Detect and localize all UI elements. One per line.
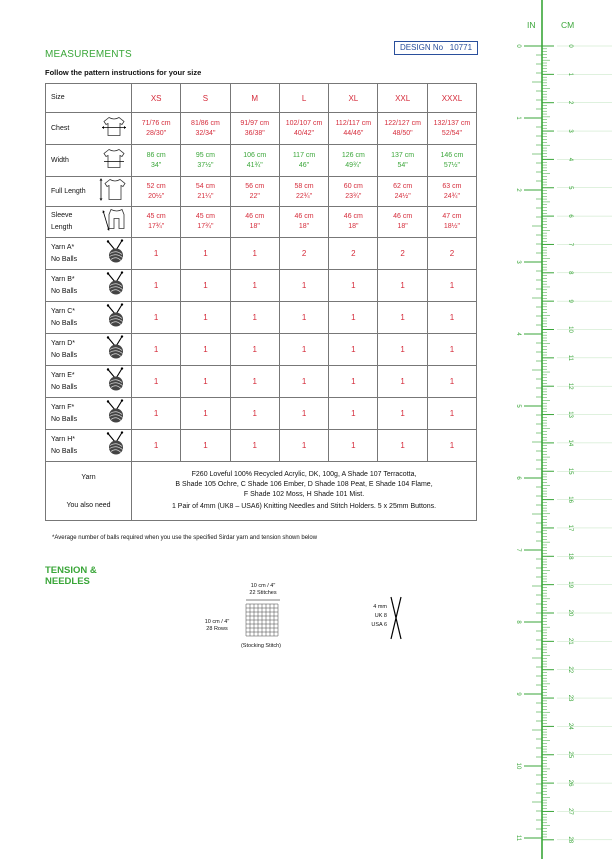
- needle-size-mm: 4 mm: [373, 604, 387, 610]
- cm-tick-label: 12: [567, 382, 573, 390]
- yarn-label-line: No Balls: [51, 287, 78, 295]
- tension-stitch-count: 22 Stitches: [249, 589, 277, 596]
- yarn-label: [46, 398, 132, 430]
- cm-tick-label: 0: [567, 44, 573, 48]
- measurement-cm: 63 cm: [442, 182, 462, 190]
- measurement-label-line: Chest: [51, 124, 70, 132]
- size-header-cell: XL: [329, 84, 378, 113]
- measurement-cm: 137 cm: [391, 151, 415, 159]
- measurement-cell: [427, 207, 476, 238]
- measurement-cell: [329, 177, 378, 207]
- measurement-inch: 23¾": [345, 192, 362, 200]
- inch-tick-label: 5: [515, 404, 521, 408]
- yarn-spec-line: F260 Loveful 100% Recycled Acrylic, DK, 100g, A Shade 107 Terracotta,: [191, 471, 417, 478]
- design-number-box: [394, 41, 478, 55]
- you-also-need-label: You also need: [66, 501, 111, 509]
- cm-tick-label: 14: [567, 439, 573, 447]
- measurement-cm: 47 cm: [442, 213, 462, 220]
- ball-count-cell: 1: [132, 334, 181, 366]
- size-header-cell: S: [181, 84, 230, 113]
- yarn-row: [46, 238, 477, 270]
- measurement-cm: 146 cm: [440, 151, 464, 159]
- ball-count-cell: 1: [230, 398, 279, 430]
- ball-count-cell: 1: [132, 430, 181, 462]
- measurement-inch: 54": [397, 161, 408, 169]
- tension-stitch-type: (Stocking Stitch): [240, 643, 282, 649]
- measurement-cm: 117 cm: [292, 151, 316, 159]
- tension-stitch-width: 10 cm / 4": [250, 583, 276, 589]
- inch-tick-label: 10: [515, 762, 521, 770]
- measurement-cm: 81/86 cm: [191, 119, 220, 127]
- measurement-cm: 86 cm: [146, 151, 166, 159]
- measurement-cell: [279, 207, 328, 238]
- measurement-cm: 62 cm: [393, 182, 413, 190]
- yarn-spec-line: F Shade 102 Moss, H Shade 101 Mist.: [243, 491, 365, 498]
- ball-count-cell: 1: [132, 398, 181, 430]
- ball-count-cell: 1: [378, 334, 427, 366]
- ball-count-cell: 1: [132, 302, 181, 334]
- measurement-cm: 95 cm: [195, 151, 215, 159]
- measurement-cm: 46 cm: [393, 213, 413, 220]
- cm-tick-label: 24: [567, 723, 573, 730]
- size-header-cell: XXL: [378, 84, 427, 113]
- measurement-inch: 57½": [443, 161, 460, 169]
- ball-count-cell: 1: [279, 366, 328, 398]
- measurement-inch: 37½": [197, 161, 214, 169]
- yarn-label-line: No Balls: [51, 351, 78, 359]
- cm-tick-label: 8: [567, 271, 573, 275]
- measurement-cm: 112/117 cm: [335, 119, 372, 127]
- measurement-inch: 49¾": [345, 161, 362, 169]
- yarn-details-text-cell: [132, 462, 477, 521]
- yarn-label-line: Yarn E*: [51, 371, 75, 379]
- measurement-cell: [427, 113, 476, 145]
- measurement-cell: [132, 145, 181, 177]
- inch-tick-label: 2: [515, 188, 521, 192]
- measurement-cm: 54 cm: [195, 182, 215, 190]
- measurement-cm: 46 cm: [294, 213, 314, 220]
- cm-tick-label: 20: [567, 609, 573, 617]
- measurement-inch: 18": [348, 223, 359, 230]
- you-also-need-text: 1 Pair of 4mm (UK8 – USA6) Knitting Needles and Stitch Holders. 5 x 25mm Buttons.: [171, 503, 437, 510]
- ball-count-cell: 1: [279, 302, 328, 334]
- yarn-label-line: Yarn C*: [51, 307, 75, 315]
- ball-count-cell: 1: [181, 430, 230, 462]
- cm-tick-label: 16: [567, 496, 573, 503]
- measurement-cell: [230, 207, 279, 238]
- measurement-inch: 17¾": [197, 223, 214, 230]
- ball-count-cell: 2: [378, 238, 427, 270]
- measurement-cm: 91/97 cm: [240, 119, 270, 127]
- measurement-cell: [329, 207, 378, 238]
- measurement-cell: [230, 177, 279, 207]
- tension-grid-icon: [242, 598, 284, 640]
- footnote: *Average number of balls required when you use the specified Sirdar yarn and tension shown below: [52, 535, 318, 541]
- yarn-label-line: Yarn H*: [51, 435, 75, 443]
- yarn-label: [46, 334, 132, 366]
- cm-scale-label: CM: [561, 20, 575, 30]
- measurement-inch: 20½": [148, 192, 165, 200]
- sleeve-icon: [97, 207, 127, 238]
- measurement-inch: 18": [397, 223, 408, 230]
- yarn-label-line: No Balls: [51, 447, 78, 455]
- ball-count-cell: 1: [329, 302, 378, 334]
- measurement-inch: 18": [298, 223, 310, 230]
- ball-count-cell: 1: [181, 366, 230, 398]
- inch-scale-label: IN: [527, 20, 536, 30]
- yarn-ball-icon: [105, 271, 127, 300]
- tension-row-count: 28 Rows: [206, 625, 228, 632]
- yarn-ball-icon: [105, 335, 127, 364]
- yarn-ball-icon: [105, 239, 127, 268]
- cm-tick-label: 6: [567, 214, 573, 218]
- measurement-inch: 44/46": [343, 129, 364, 137]
- ball-count-cell: 1: [378, 430, 427, 462]
- measurement-cell: [132, 177, 181, 207]
- ball-count-cell: 1: [230, 430, 279, 462]
- measurement-cm: 106 cm: [243, 151, 267, 159]
- yarn-label-line: Yarn F*: [51, 403, 75, 411]
- measurement-cell: [378, 145, 427, 177]
- yarn-label-line: Yarn D*: [51, 339, 75, 347]
- ball-count-cell: 2: [279, 238, 328, 270]
- measurement-inch: 18": [249, 223, 260, 230]
- measurement-cm: 52 cm: [146, 182, 166, 190]
- yarn-label-line: Yarn B*: [51, 275, 75, 283]
- measurement-cm: 56 cm: [245, 182, 265, 190]
- measurement-cm: 71/76 cm: [141, 119, 171, 127]
- cm-tick-label: 9: [567, 299, 573, 303]
- measurement-inch: 21¼": [197, 192, 214, 200]
- knitting-needles-icon: [389, 595, 403, 641]
- inch-tick-label: 11: [515, 834, 521, 842]
- instructions-subtitle: Follow the pattern instructions for your size: [45, 68, 202, 77]
- measurement-cm: 132/137 cm: [433, 119, 471, 127]
- measurement-cm: 60 cm: [343, 182, 363, 190]
- inch-tick-label: 8: [515, 620, 521, 624]
- measurement-inch: 41¾": [246, 161, 263, 169]
- ball-count-cell: 1: [279, 430, 328, 462]
- measurement-cell: [181, 207, 230, 238]
- cm-tick-label: 1: [567, 72, 573, 77]
- cm-tick-label: 5: [567, 186, 573, 190]
- cm-tick-label: 2: [567, 101, 573, 105]
- cm-tick-label: 10: [567, 326, 573, 333]
- width-icon: [101, 146, 127, 175]
- cm-tick-label: 17: [567, 524, 573, 532]
- measurement-cm: 122/127 cm: [384, 119, 421, 127]
- size-header-cell: M: [230, 84, 279, 113]
- cm-tick-label: 7: [567, 242, 573, 247]
- measurement-cm: 46 cm: [245, 213, 265, 220]
- ball-count-cell: 1: [230, 334, 279, 366]
- yarn-label-line: Yarn A*: [51, 243, 75, 251]
- inch-tick-label: 3: [515, 260, 521, 264]
- measurement-cell: [132, 113, 181, 145]
- cm-tick-label: 15: [567, 467, 573, 475]
- cm-tick-label: 23: [567, 694, 573, 702]
- size-header-cell: L: [279, 84, 328, 113]
- yarn-ball-icon: [105, 431, 127, 460]
- cm-tick-label: 13: [567, 411, 573, 418]
- ball-count-cell: 1: [230, 238, 279, 270]
- ball-count-cell: 1: [132, 366, 181, 398]
- measurement-cm: 58 cm: [294, 182, 314, 190]
- measurement-row: [46, 177, 477, 207]
- measurement-cell: [230, 145, 279, 177]
- yarn-ball-icon: [105, 303, 127, 332]
- measurement-label: [46, 113, 132, 145]
- ball-count-cell: 1: [378, 302, 427, 334]
- ball-count-cell: 1: [181, 238, 230, 270]
- inch-tick-label: 1: [515, 116, 521, 120]
- ball-count-cell: 2: [427, 238, 476, 270]
- yarn-row: [46, 430, 477, 462]
- tension-heading-line: TENSION &: [45, 565, 97, 576]
- yarn-row: [46, 334, 477, 366]
- measurement-inch: 24½": [394, 192, 411, 200]
- ball-count-cell: 1: [329, 270, 378, 302]
- measurement-cell: [378, 177, 427, 207]
- cm-tick-label: 25: [567, 751, 573, 759]
- measurement-label: [46, 145, 132, 177]
- measurements-table: [45, 83, 477, 521]
- measurement-cm: 126 cm: [341, 151, 365, 159]
- measurement-cell: [279, 145, 328, 177]
- measurement-inch: 52/54": [441, 129, 462, 137]
- ball-count-cell: 1: [329, 430, 378, 462]
- ball-count-cell: 1: [427, 270, 476, 302]
- ball-count-cell: 1: [181, 270, 230, 302]
- yarn-row: [46, 366, 477, 398]
- ball-count-cell: 1: [378, 398, 427, 430]
- measurement-cell: [181, 145, 230, 177]
- measurement-cell: [378, 207, 427, 238]
- cm-tick-label: 3: [567, 129, 573, 133]
- yarn-ball-icon: [105, 367, 127, 396]
- inch-tick-label: 0: [515, 44, 521, 48]
- ball-count-cell: 1: [427, 334, 476, 366]
- cm-tick-label: 28: [567, 836, 573, 844]
- measurement-cm: 45 cm: [195, 213, 215, 220]
- measurement-cell: [181, 177, 230, 207]
- ball-count-cell: 1: [427, 398, 476, 430]
- yarn-label-line: No Balls: [51, 383, 78, 391]
- measurement-cell: [427, 177, 476, 207]
- ball-count-cell: 1: [427, 366, 476, 398]
- cm-tick-label: 18: [567, 552, 573, 560]
- yarn-label-line: No Balls: [51, 319, 78, 327]
- yarn-details-label: Yarn: [81, 473, 96, 481]
- measurement-cell: [427, 145, 476, 177]
- ball-count-cell: 1: [378, 270, 427, 302]
- tension-square-diagram: [198, 583, 308, 653]
- ball-count-cell: 1: [329, 334, 378, 366]
- ball-count-cell: 1: [427, 302, 476, 334]
- measurement-label-line: Full Length: [51, 187, 86, 195]
- measurement-cell: [329, 145, 378, 177]
- measurement-inch: 34": [151, 161, 162, 169]
- design-label: DESIGN No: [399, 43, 444, 52]
- size-label: Size: [46, 84, 132, 113]
- measurement-inch: 17¾": [148, 223, 165, 230]
- size-header-cell: XXXL: [427, 84, 476, 113]
- measurement-label-line: Width: [51, 156, 69, 164]
- size-header-cell: XS: [132, 84, 181, 113]
- measurement-inch: 36/38": [244, 129, 265, 137]
- cm-tick-label: 21: [567, 638, 573, 645]
- yarn-label: [46, 366, 132, 398]
- measurement-row: [46, 113, 477, 145]
- length-icon: [97, 176, 127, 207]
- design-number: 10771: [449, 43, 473, 52]
- ball-count-cell: 1: [329, 398, 378, 430]
- cm-tick-label: 22: [567, 666, 573, 674]
- ball-count-cell: 1: [181, 398, 230, 430]
- page-title: MEASUREMENTS: [45, 49, 132, 60]
- measurement-inch: 46": [298, 161, 310, 169]
- ball-count-cell: 1: [230, 302, 279, 334]
- ball-count-cell: 1: [132, 270, 181, 302]
- measurement-cm: 102/107 cm: [285, 119, 323, 127]
- yarn-label: [46, 302, 132, 334]
- ball-count-cell: 1: [279, 270, 328, 302]
- ball-count-cell: 2: [329, 238, 378, 270]
- yarn-details-label-cell: [46, 462, 132, 521]
- inch-tick-label: 9: [515, 692, 521, 696]
- measurement-cell: [329, 113, 378, 145]
- chest-icon: [101, 114, 127, 143]
- inch-tick-label: 4: [515, 332, 521, 336]
- cm-tick-label: 11: [567, 354, 573, 361]
- measuring-ruler: [497, 0, 612, 859]
- measurement-cell: [279, 113, 328, 145]
- measurement-cm: 46 cm: [343, 213, 363, 220]
- needles-diagram: [365, 595, 410, 640]
- yarn-label-line: No Balls: [51, 255, 78, 263]
- measurement-label-line: Sleeve: [51, 212, 73, 219]
- tension-heading-line: NEEDLES: [45, 576, 90, 587]
- needle-size-uk: UK 8: [374, 613, 387, 619]
- measurement-cell: [279, 177, 328, 207]
- ball-count-cell: 1: [181, 334, 230, 366]
- measurement-inch: 28/30": [146, 129, 167, 137]
- cm-tick-label: 19: [567, 581, 573, 588]
- ball-count-cell: 1: [427, 430, 476, 462]
- needle-size-usa: USA 6: [371, 622, 387, 628]
- ball-count-cell: 1: [329, 366, 378, 398]
- ball-count-cell: 1: [230, 270, 279, 302]
- tension-row-height: 10 cm / 4": [204, 619, 230, 625]
- measurement-label: [46, 177, 132, 207]
- measurement-inch: 24¾": [443, 192, 460, 200]
- yarn-label: [46, 270, 132, 302]
- ball-count-cell: 1: [378, 366, 427, 398]
- ball-count-cell: 1: [132, 238, 181, 270]
- ball-count-cell: 1: [279, 398, 328, 430]
- measurement-inch: 40/42": [294, 129, 315, 137]
- yarn-row: [46, 302, 477, 334]
- ball-count-cell: 1: [181, 302, 230, 334]
- measurement-label-line: Length: [51, 224, 73, 231]
- measurement-cell: [378, 113, 427, 145]
- yarn-row: [46, 398, 477, 430]
- measurement-row: [46, 145, 477, 177]
- measurement-cell: [132, 207, 181, 238]
- yarn-spec-line: B Shade 105 Ochre, C Shade 106 Ember, D Shade 108 Peat, E Shade 104 Flame,: [175, 481, 433, 488]
- inch-tick-label: 7: [515, 548, 521, 552]
- yarn-label: [46, 238, 132, 270]
- measurement-inch: 18½": [443, 223, 460, 230]
- tension-heading: [45, 565, 97, 587]
- cm-tick-label: 26: [567, 779, 573, 787]
- yarn-row: [46, 270, 477, 302]
- measurement-inch: 22¾": [295, 192, 313, 200]
- measurement-row: [46, 207, 477, 238]
- inch-tick-label: 6: [515, 476, 521, 480]
- yarn-ball-icon: [105, 399, 127, 428]
- yarn-details-row: [46, 462, 477, 521]
- measurement-cell: [230, 113, 279, 145]
- cm-tick-label: 4: [567, 157, 573, 162]
- yarn-label: [46, 430, 132, 462]
- measurement-inch: 48/50": [392, 129, 413, 137]
- measurement-inch: 32/34": [195, 129, 216, 137]
- measurement-cell: [181, 113, 230, 145]
- yarn-label-line: No Balls: [51, 415, 78, 423]
- ball-count-cell: 1: [279, 334, 328, 366]
- size-header-row: [46, 84, 477, 113]
- measurement-inch: 22": [249, 192, 260, 200]
- cm-tick-label: 27: [567, 808, 573, 815]
- ball-count-cell: 1: [230, 366, 279, 398]
- measurement-label: [46, 207, 132, 238]
- measurement-cm: 45 cm: [146, 213, 166, 220]
